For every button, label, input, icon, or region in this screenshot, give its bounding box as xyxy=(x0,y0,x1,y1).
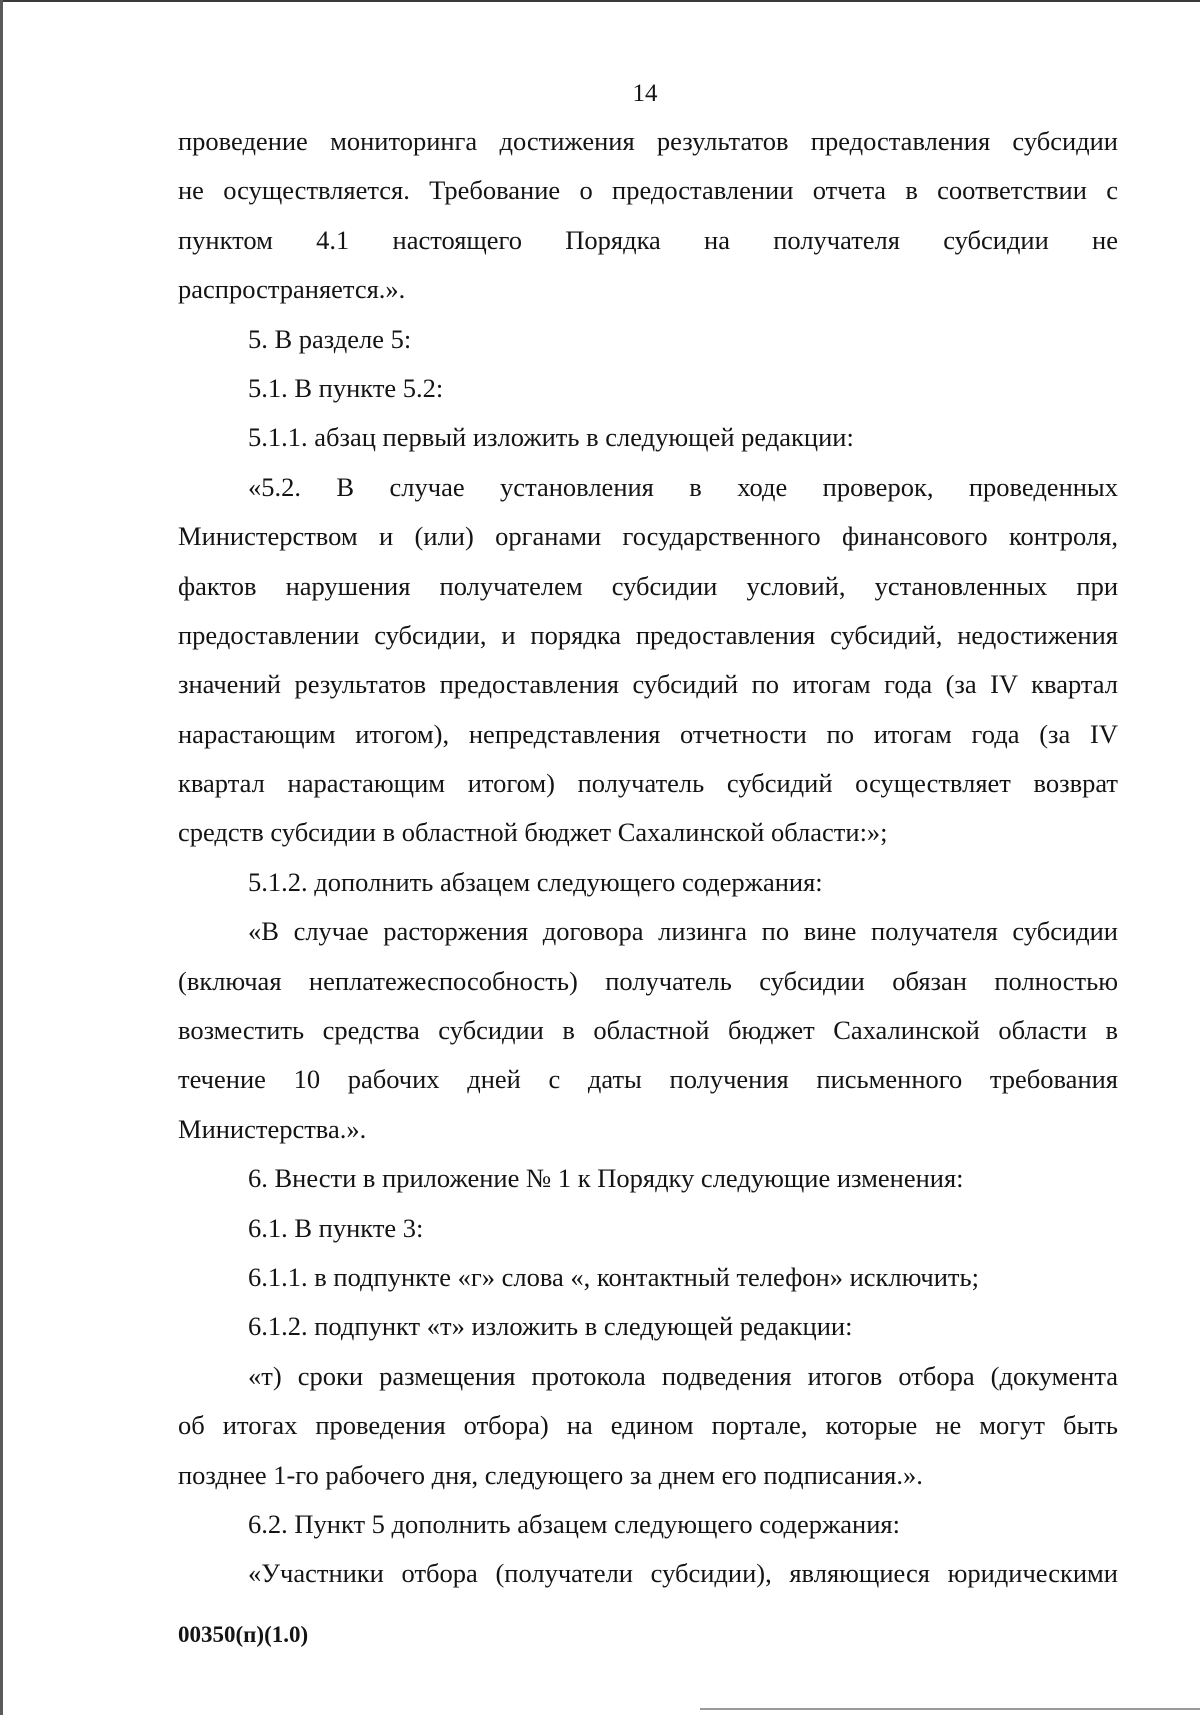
text-line: средств субсидии в областной бюджет Сахалинской области:»; xyxy=(178,817,888,848)
text-line: 5.1.1. абзац первый изложить в следующей редакции: xyxy=(248,422,854,453)
text-line: 5.1.2. дополнить абзацем следующего содержания: xyxy=(248,866,823,897)
text-line: распространяется.». xyxy=(178,274,406,305)
text-line: 6.1.1. в подпункте «г» слова «, контактный телефон» исключить; xyxy=(248,1261,979,1292)
scan-edge-top xyxy=(0,0,1200,2)
text-line: 6.1. В пункте 3: xyxy=(248,1212,424,1243)
document-code: 00350(п)(1.0) xyxy=(178,1622,309,1647)
scan-edge-left xyxy=(0,0,3,1715)
text-line: «5.2. В случае установления в ходе проверок, проведенных xyxy=(248,471,1118,502)
text-line: позднее 1-го рабочего дня, следующего за днем его подписания.». xyxy=(178,1459,923,1490)
text-line: 6.2. Пункт 5 дополнить абзацем следующего содержания: xyxy=(248,1508,900,1539)
text-line: течение 10 рабочих дней с даты получения письменного требования xyxy=(178,1064,1118,1095)
text-line: нарастающим итогом), непредставления отчетности по итогам года (за IV xyxy=(178,718,1118,749)
text-line: значений результатов предоставления субсидий по итогам года (за IV квартал xyxy=(178,669,1118,700)
text-line: 5. В разделе 5: xyxy=(248,323,412,354)
text-line: (включая неплатежеспособность) получатель субсидии обязан полностью xyxy=(178,965,1118,996)
text-line: Министерства.». xyxy=(178,1113,367,1144)
text-line: «т) сроки размещения протокола подведения итогов отбора (документа xyxy=(248,1360,1118,1391)
text-line: не осуществляется. Требование о предоставлении отчета в соответствии с xyxy=(178,175,1118,206)
text-line: «Участники отбора (получатели субсидии), являющиеся юридическими xyxy=(248,1558,1118,1589)
page-number: 14 xyxy=(632,80,658,107)
text-line: Министерством и (или) органами государственного финансового контроля, xyxy=(178,521,1118,552)
text-line: предоставлении субсидии, и порядка предоставления субсидий, недостижения xyxy=(178,619,1118,650)
text-line: проведение мониторинга достижения результатов предоставления субсидии xyxy=(178,126,1118,156)
document-body xyxy=(178,117,1118,1599)
text-line: 5.1. В пункте 5.2: xyxy=(248,372,444,403)
text-line: возместить средства субсидии в областной бюджет Сахалинской области в xyxy=(178,1015,1118,1046)
text-line: «В случае расторжения договора лизинга по вине получателя субсидии xyxy=(248,916,1118,947)
text-line: 6.1.2. подпункт «т» изложить в следующей редакции: xyxy=(248,1311,853,1342)
text-line: фактов нарушения получателем субсидии условий, установленных при xyxy=(178,570,1118,601)
scan-edge-bottom xyxy=(700,1708,1200,1710)
text-line: об итогах проведения отбора) на едином портале, которые не могут быть xyxy=(178,1410,1118,1441)
text-line: пунктом 4.1 настоящего Порядка на получателя субсидии не xyxy=(178,224,1118,255)
text-line: квартал нарастающим итогом) получатель субсидий осуществляет возврат xyxy=(178,768,1118,799)
text-line: 6. Внести в приложение № 1 к Порядку следующие изменения: xyxy=(248,1163,964,1194)
